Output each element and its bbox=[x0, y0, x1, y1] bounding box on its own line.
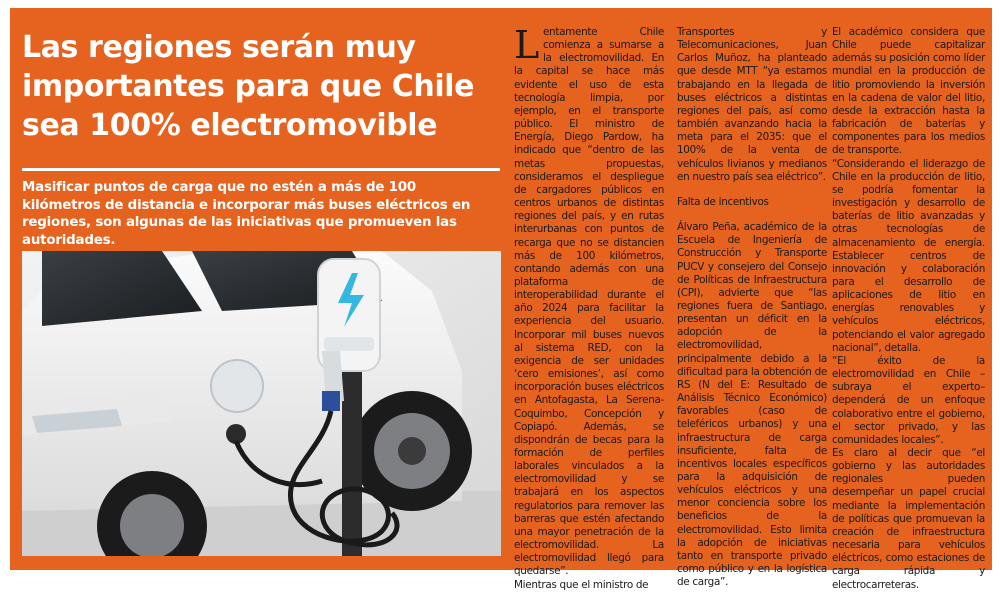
paragraph: El académico considera que Chile puede capitalizar además su posición como líder mundial en la producción de litio promoviendo la inversión en la cadena de valor del litio, desde la extracción hasta la fabricación de baterías y componentes para los medios de transporte. bbox=[832, 26, 985, 157]
paragraph: Es claro al decir que “el gobierno y las autoridades regionales pueden desempeñar un papel crucial mediante la implementación de políticas que promuevan la creación de infraestructura necesaria para vehículos eléctricos, como estaciones de carga rápida y electrocarreteras. bbox=[832, 447, 985, 591]
paragraph: Álvaro Peña, académico de la Escuela de Ingeniería de Construcción y Transporte PUCV y consejero del Consejo de Políticas de Infraestructura (CPI), advierte que “las regiones fuera de Santiago, presentan un déficit en la adopción de la electromovilidad, principalmente debido a la dificultad para la obtención de RS (N del E: Resultado de Análisis Técnico Económico) favorables (caso de teleféricos urbanos) y una infraestructura de carga insuficiente, falta de incentivos locales específicos para la adquisición de vehículos eléctricos y una menor conciencia sobre los beneficios de la electromovilidad. Esto limita la adopción de iniciativas tanto en transporte privado como público y en la logística de carga”. bbox=[677, 221, 827, 589]
title-divider bbox=[22, 168, 500, 171]
text-column-3 bbox=[832, 26, 985, 592]
text-column-1 bbox=[514, 23, 664, 592]
paragraph bbox=[514, 23, 664, 579]
paragraph: Transportes y Telecomunicaciones, Juan Carlos Muñoz, ha planteado que desde MTT “ya estamos trabajando en la llegada de buses eléctricos a distintas regiones del país, así como también avanzando hacia la meta para el 2035: que el 100% de la venta de vehículos livianos y medianos en nuestro país sea eléctrico”. bbox=[677, 26, 827, 183]
paragraph-text: entamente Chile comienza a sumarse a la electromovilidad. En la capital se hace más evidente el uso de esta tecnología limpia, por ejemplo, en el transporte público. El ministro de Energía, Diego Pardow, ha indicado que “dentro de las metas propuestas, consideramos el despliegue de cargadores públicos en centros urbanos de distintas regiones del país, y en rutas interurbanas con puntos de recarga que no se distancien más de 100 kilómetros, contando además con una plataforma de interoperabilidad durante el año 2024 para facilitar la experiencia del usuario. Incorporar mil buses nuevos al sistema RED, con la exigencia de ser unidades ‘cero emisiones’, así como incorporación buses eléctricos en Antofagasta, La Serena-Coquimbo, Concepción y Copiapó. Además, se dispondrán de becas para la formación de perfiles laborales vinculados a la electromovilidad y se trabajará en los aspectos regulatorios para remover las barreras que estén afectando una mayor penetración de la electromovilidad. La electromovilidad llegó para quedarse”. bbox=[514, 26, 664, 578]
text-column-2 bbox=[677, 26, 827, 589]
drop-cap: L bbox=[514, 23, 539, 67]
paragraph: “Considerando el liderazgo de Chile en la producción de litio, se podría fomentar la investigación y desarrollo de baterías de litio avanzadas y otras tecnologías de almacenamiento de energía. Establecer centros de innovación y colaboración para el desarrollo de aplicaciones de litio en energías renovables y vehículos eléctricos, potenciando el valor agregado nacional”, detalla. bbox=[832, 157, 985, 354]
paragraph: “El éxito de la electromovilidad en Chile –subraya el experto– dependerá de un enfoque colaborativo entre el gobierno, el sector privado, y las comunidades locales”. bbox=[832, 354, 985, 446]
article-subtitle: Masificar puntos de carga que no estén a más de 100 kilómetros de distancia e incorporar más buses eléctricos en regiones, son algunas de las iniciativas que promueven las autoridades. bbox=[22, 180, 471, 248]
article-panel bbox=[10, 8, 992, 591]
article-title: Las regiones serán muy importantes para que Chile sea 100% electromovible bbox=[22, 30, 475, 143]
section-subhead: Falta de incentivos bbox=[677, 195, 769, 208]
car-charging-photo bbox=[22, 251, 501, 556]
paragraph: Mientras que el ministro de bbox=[514, 578, 649, 591]
